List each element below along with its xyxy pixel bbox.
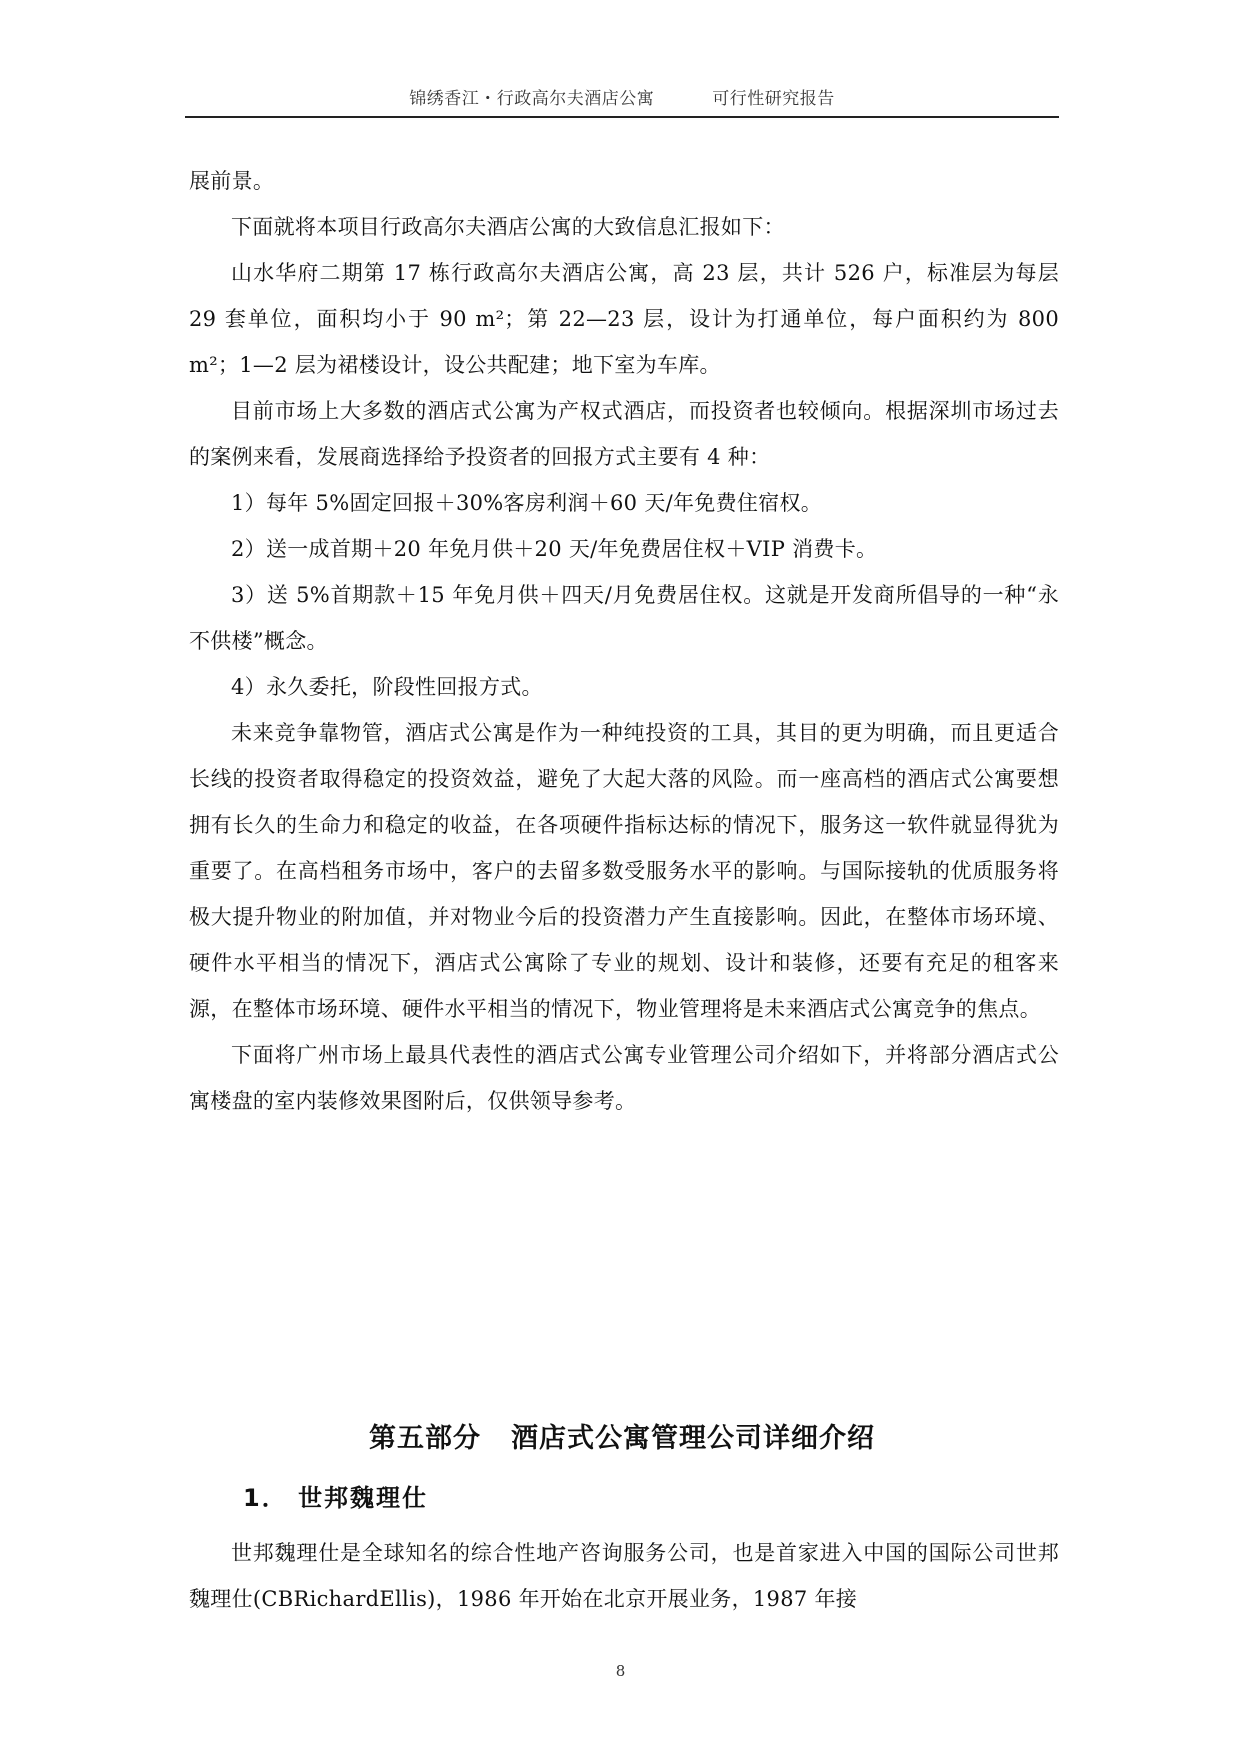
- section-part-label: 第五部分: [369, 1423, 481, 1454]
- section-title-text: 酒店式公寓管理公司详细介绍: [511, 1423, 875, 1454]
- header-report-type: 可行性研究报告: [712, 89, 835, 109]
- paragraph-project-info: 山水华府二期第 17 栋行政高尔夫酒店公寓，高 23 层，共计 526 户，标准层为每层 29 套单位，面积均小于 90 m²；第 22—23 层，设计为打通单位，每户面积约为 800 m²；1—2 层为裙楼设计，设公共配建；地下室为车库。: [189, 261, 1059, 377]
- paragraph-market: 目前市场上大多数的酒店式公寓为产权式酒店，而投资者也较倾向。根据深圳市场过去的案例来看，发展商选择给予投资者的回报方式主要有 4 种：: [189, 399, 1059, 469]
- page-header: [185, 84, 1059, 118]
- paragraph-continuation: 展前景。: [189, 169, 275, 193]
- paragraph-property-management: 未来竞争靠物管，酒店式公寓是作为一种纯投资的工具，其目的更为明确，而且更适合长线的投资者取得稳定的投资效益，避免了大起大落的风险。而一座高档的酒店式公寓要想拥有长久的生命力和稳定的收益，在各项硬件指标达标的情况下，服务这一软件就显得犹为重要了。在高档租务市场中，客户的去留多数受服务水平的影响。与国际接轨的优质服务将极大提升物业的附加值，并对物业今后的投资潜力产生直接影响。因此，在整体市场环境、硬件水平相当的情况下，酒店式公寓除了专业的规划、设计和装修，还要有充足的租客来源，在整体市场环境、硬件水平相当的情况下，物业管理将是未来酒店式公寓竞争的焦点。: [189, 721, 1059, 1021]
- subsection-heading: [243, 1478, 428, 1513]
- subsection-title-text: 世邦魏理仕: [298, 1484, 429, 1512]
- subsection-number: 1．: [243, 1484, 288, 1512]
- paragraph-introduction-note: 下面将广州市场上最具代表性的酒店式公寓专业管理公司介绍如下，并将部分酒店式公寓楼盘的室内装修效果图附后，仅供领导参考。: [189, 1043, 1059, 1113]
- list-item-return-4: 4）永久委托，阶段性回报方式。: [231, 675, 543, 699]
- list-item-return-2: 2）送一成首期＋20 年免月供＋20 天/年免费居住权＋VIP 消费卡。: [231, 537, 878, 561]
- list-item-return-3: 3）送 5%首期款＋15 年免月供＋四天/月免费居住权。这就是开发商所倡导的一种“永不供楼”概念。: [189, 583, 1059, 653]
- list-item-return-1: 1）每年 5%固定回报＋30%客房利润＋60 天/年免费住宿权。: [231, 491, 823, 515]
- paragraph-intro: 下面就将本项目行政高尔夫酒店公寓的大致信息汇报如下：: [231, 215, 785, 239]
- main-text: [189, 158, 1059, 1124]
- header-document-title: 锦绣香江・行政高尔夫酒店公寓: [409, 89, 655, 109]
- section-heading: [185, 1416, 1059, 1455]
- page-number: 8: [615, 1662, 626, 1680]
- section-body: [189, 1530, 1059, 1622]
- paragraph-company-intro: 世邦魏理仕是全球知名的综合性地产咨询服务公司，也是首家进入中国的国际公司世邦魏理仕(CBRichardEllis)，1986 年开始在北京开展业务，1987 年接: [189, 1541, 1059, 1611]
